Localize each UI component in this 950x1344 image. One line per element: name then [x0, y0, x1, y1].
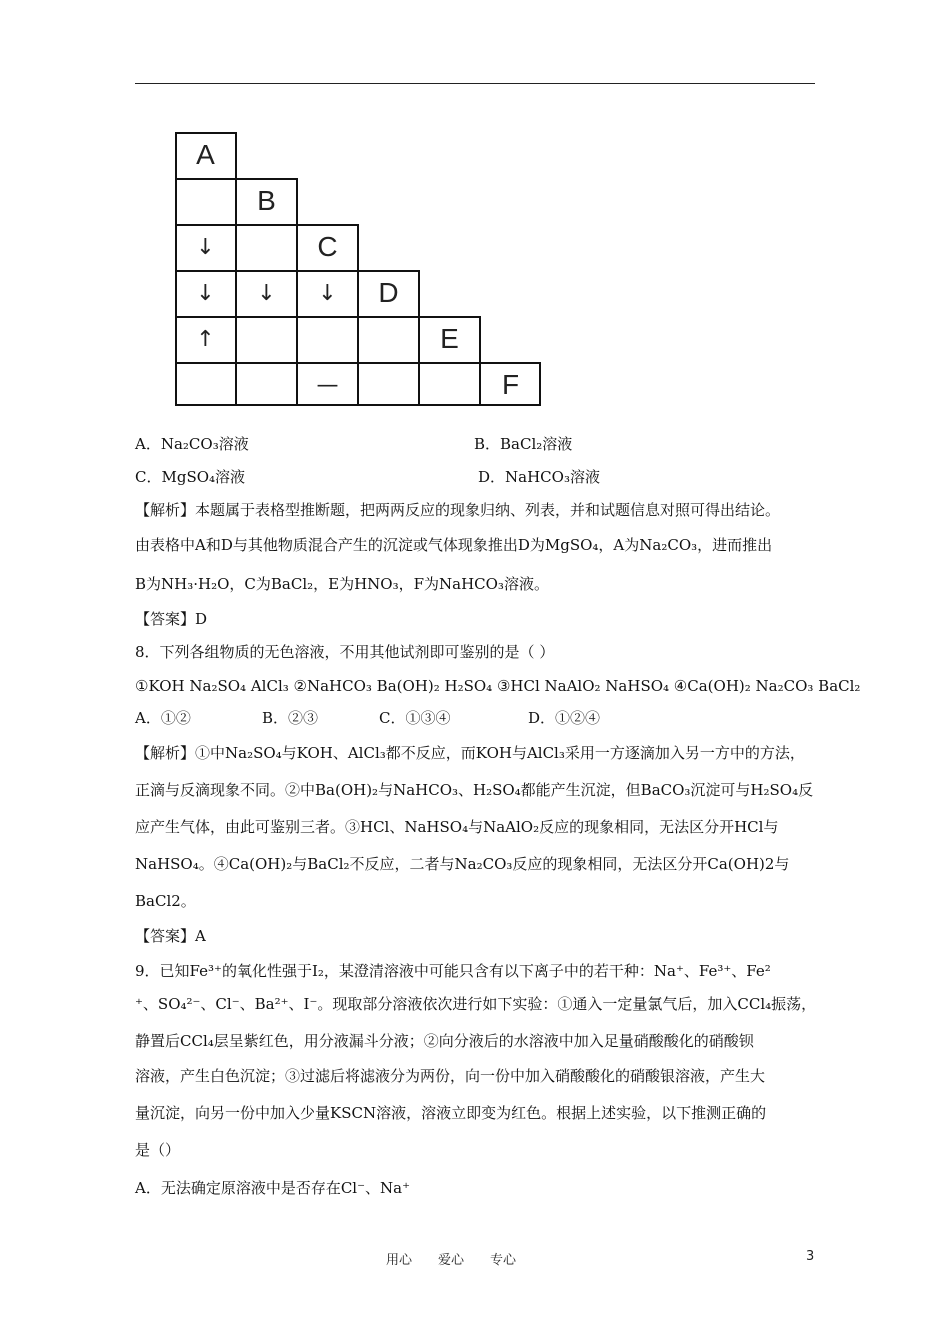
cell-d: D	[378, 277, 399, 308]
precipitate-arrow: ↓	[318, 280, 337, 306]
q8-stem: 8．下列各组物质的无色溶液，不用其他试剂即可鉴别的是（ ）	[135, 643, 555, 661]
q8-analysis: 正滴与反滴现象不同。②中Ba(OH)₂与NaHCO₃、H₂SO₄都能产生沉淀，但BaCO₃沉淀可与H₂SO₄反	[135, 781, 814, 799]
q8-option-b: B．②③	[262, 709, 319, 727]
header-rule	[135, 83, 815, 84]
precipitate-arrow: ↓	[196, 234, 215, 260]
q7-option-a: A．Na₂CO₃溶液	[135, 435, 249, 453]
q7-option-c: C．MgSO₄溶液	[135, 468, 246, 486]
page-number: 3	[806, 1249, 815, 1264]
q9-stem: 溶液，产生白色沉淀；③过滤后将滤液分为两份，向一份中加入硝酸酸化的硝酸银溶液，产生大	[135, 1067, 766, 1085]
no-reaction-dash: —	[316, 372, 339, 398]
cell-a: A	[196, 139, 215, 170]
q9-option-a: A．无法确定原溶液中是否存在Cl⁻、Na⁺	[135, 1179, 411, 1197]
q8-groups: ①KOH Na₂SO₄ AlCl₃ ②NaHCO₃ Ba(OH)₂ H₂SO₄ ③HCl NaAlO₂ NaHSO₄ ④Ca(OH)₂ Na₂CO₃ BaCl₂	[135, 677, 861, 695]
q7-answer: 【答案】D	[135, 610, 208, 628]
q8-analysis: 应产生气体，由此可鉴别三者。③HCl、NaHSO₄与NaAlO₂反应的现象相同，无法区分开HCl与	[135, 818, 779, 836]
cell-f: F	[501, 369, 520, 400]
q8-analysis: 【解析】①中Na₂SO₄与KOH、AlCl₃都不反应，而KOH与AlCl₃采用一方逐滴加入另一方中的方法，	[135, 744, 805, 762]
cell-c: C	[317, 231, 338, 262]
q9-stem: 是（）	[135, 1141, 181, 1159]
precipitate-arrow: ↓	[196, 280, 215, 306]
gas-arrow: ↑	[196, 326, 215, 352]
q9-stem: 9．已知Fe³⁺的氧化性强于I₂，某澄清溶液中可能只含有以下离子中的若干种：Na⁺、Fe³⁺、Fe²	[135, 962, 771, 980]
q8-answer: 【答案】A	[135, 927, 206, 945]
q9-stem: 静置后CCl₄层呈紫红色，用分液漏斗分液；②向分液后的水溶液中加入足量硝酸酸化的硝酸钡	[135, 1032, 754, 1050]
q7-option-b: B．BaCl₂溶液	[474, 435, 573, 453]
q7-analysis: 【解析】本题属于表格型推断题，把两两反应的现象归纳、列表，并和试题信息对照可得出结论。	[135, 501, 781, 519]
cell-e: E	[440, 323, 459, 354]
q7-option-d: D．NaHCO₃溶液	[478, 468, 600, 486]
q8-analysis: BaCl2。	[135, 892, 196, 910]
q7-analysis: B为NH₃·H₂O，C为BaCl₂，E为HNO₃，F为NaHCO₃溶液。	[135, 575, 549, 593]
q8-option-c: C．①③④	[379, 709, 451, 727]
q7-analysis: 由表格中A和D与其他物质混合产生的沉淀或气体现象推出D为MgSO₄，A为Na₂CO₃，进而推出	[135, 536, 773, 554]
footer-motto: 用心 爱心 专心	[386, 1253, 517, 1268]
precipitate-arrow: ↓	[257, 280, 276, 306]
cell-b: B	[257, 185, 276, 216]
q8-analysis: NaHSO₄。④Ca(OH)₂与BaCl₂不反应，二者与Na₂CO₃反应的现象相同，无法区分开Ca(OH)2与	[135, 855, 790, 873]
q8-option-a: A．①②	[135, 709, 191, 727]
q9-stem: 量沉淀，向另一份中加入少量KSCN溶液，溶液立即变为红色。根据上述实验，以下推测正确的	[135, 1104, 767, 1122]
q8-option-d: D．①②④	[528, 709, 601, 727]
q9-stem: ⁺、SO₄²⁻、Cl⁻、Ba²⁺、I⁻。现取部分溶液依次进行如下实验：①通入一定量氯气后，加入CCl₄振荡，	[135, 995, 817, 1013]
